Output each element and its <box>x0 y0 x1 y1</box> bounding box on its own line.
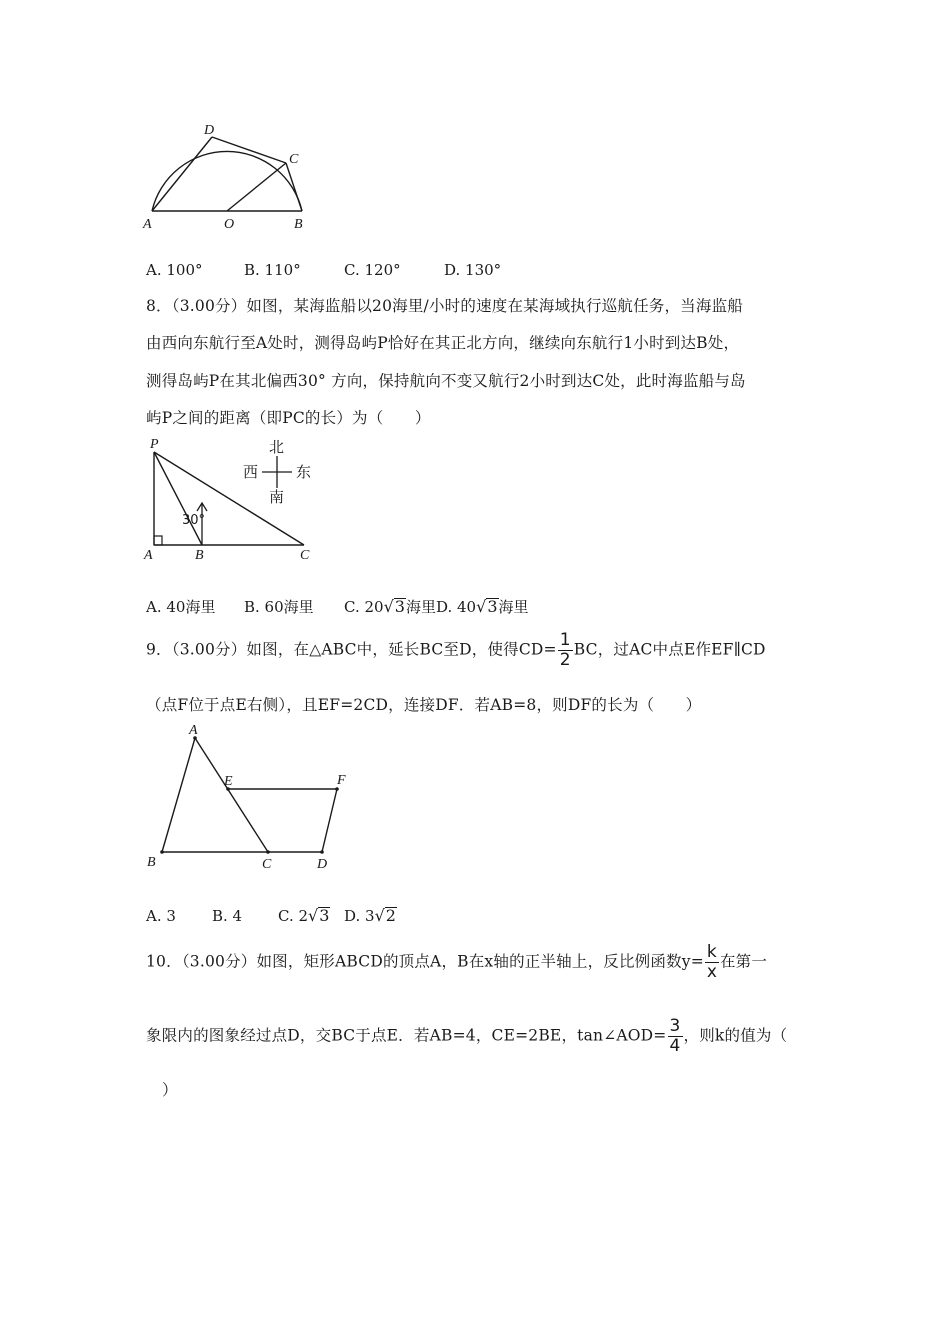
q9-label-f: F <box>337 773 346 788</box>
q7-segment-dc <box>212 137 286 163</box>
q9-option-d: D. 3√2 <box>344 906 396 925</box>
q7-segment-cb <box>286 163 302 211</box>
q8-text-line-1: 8．（3.00分）如图，某海监船以20海里/小时的速度在某海域执行巡航任务，当海监船 <box>146 297 743 315</box>
q8-text-line-3: 测得岛屿P在其北偏西30° 方向，保持航向不变又航行2小时到达C处，此时海监船与岛 <box>146 372 746 390</box>
q8-compass-east: 东 <box>296 463 312 481</box>
q9-label-a: A <box>189 723 198 738</box>
q7-segment-oc <box>227 163 286 211</box>
q10-text-line-1: 10．（3.00分）如图，矩形ABCD的顶点A，B在x轴的正半轴上，反比例函数y= $\frac{k}{x}$ 在第一 <box>146 942 768 982</box>
q9-option-a: A. 3 <box>146 907 176 925</box>
q7-label-c: C <box>289 152 299 167</box>
q8-right-angle-mark <box>154 536 162 545</box>
q9-text-line-1: 9．（3.00分）如图，在△ABC中，延长BC至D，使得CD= $\frac{1}{2}$ BC，过AC中点E作EF∥CD <box>146 630 766 670</box>
q7-option-a: A. 100° <box>146 261 203 279</box>
q8-text-line-4: 屿P之间的距离（即PC的长）为（ ） <box>146 409 431 427</box>
q9-segment-ab <box>162 738 195 852</box>
q9-text-line-2: （点F位于点E右侧），且EF=2CD，连接DF．若AB=8，则DF的长为（ ） <box>146 696 702 714</box>
q9-segment-ac <box>195 738 268 852</box>
q7-label-b: B <box>294 217 303 232</box>
q7-label-a: A <box>143 217 152 232</box>
q9-option-c: C. 2√3 <box>278 906 330 925</box>
q8-label-b: B <box>195 548 204 563</box>
q8-option-c: C. 20√3海里 <box>344 597 436 616</box>
q9-segment-df <box>322 789 337 852</box>
q10-fraction-k-over-x: $\frac{k}{x}$ <box>706 942 718 982</box>
q8-option-a: A. 40海里 <box>146 598 216 616</box>
q8-compass-west: 西 <box>243 463 259 481</box>
q7-segment-ad <box>152 137 212 211</box>
q8-compass-north: 北 <box>269 438 285 456</box>
q7-option-d: D. 130° <box>444 261 502 279</box>
q7-option-c: C. 120° <box>344 261 401 279</box>
q7-option-b: B. 110° <box>244 261 301 279</box>
q8-label-p: P <box>150 437 159 452</box>
q8-label-c: C <box>300 548 310 563</box>
q9-point-c <box>266 850 270 854</box>
q9-label-c: C <box>262 857 272 872</box>
q7-label-o: O <box>224 217 235 232</box>
q8-option-d: D. 40√3海里 <box>435 597 529 616</box>
q7-label-d: D <box>204 123 215 138</box>
q8-option-b: B. 60海里 <box>244 598 314 616</box>
q8-options <box>146 596 529 617</box>
q8-compass-south: 南 <box>269 488 285 506</box>
q9-figure <box>140 720 360 872</box>
q9-label-e: E <box>224 774 233 789</box>
q8-segment-pb <box>154 452 202 545</box>
q10-text-line-3: ） <box>162 1081 178 1099</box>
q9-options <box>146 906 397 925</box>
q10-text-line-2: 象限内的图象经过点D，交BC于点E．若AB=4，CE=2BE，tan∠AOD= $\frac{3}{4}$ ，则k的值为（ <box>146 1016 788 1056</box>
q8-text-line-2: 由西向东航行至A处时，测得岛屿P恰好在其正北方向，继续向东航行1小时到达B处， <box>146 334 740 352</box>
q9-option-b: B. 4 <box>212 907 243 925</box>
q9-point-d <box>320 850 324 854</box>
q8-angle-label: 30° <box>182 513 206 528</box>
q8-label-a: A <box>144 548 153 563</box>
q9-fraction-half: $\frac{1}{2}$ <box>559 630 571 670</box>
q9-point-b <box>160 850 164 854</box>
q10-fraction-three-quarters: $\frac{3}{4}$ <box>669 1016 681 1056</box>
q7-figure <box>140 118 320 233</box>
q8-figure <box>140 432 330 564</box>
q7-options <box>146 261 501 279</box>
q9-label-b: B <box>147 855 156 870</box>
q9-label-d: D <box>317 857 328 872</box>
